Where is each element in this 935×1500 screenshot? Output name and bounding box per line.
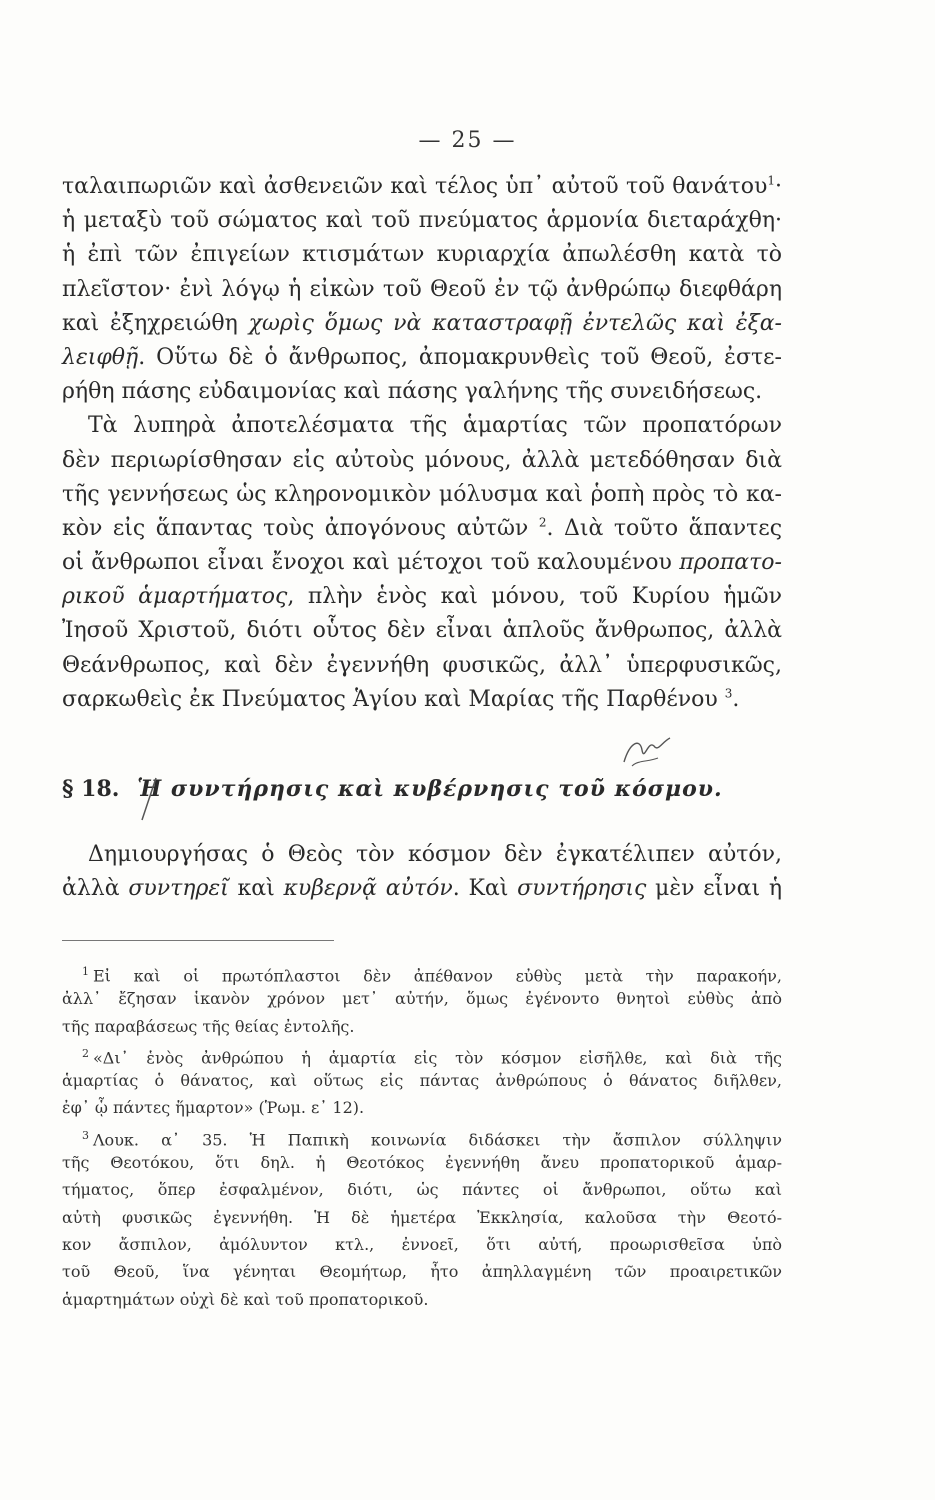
footnote-line: τῆς παραβάσεως τῆς θείας ἐντολῆς. <box>62 1016 355 1036</box>
footnote-mark: 2 <box>82 1046 89 1060</box>
footnotes <box>62 958 782 1313</box>
text-line: καὶ ἐξηχρειώθη χωρὶς ὅμως νὰ καταστραφῇ ἐντελῶς καὶ ἐξα- <box>62 310 782 336</box>
footnote-ref: 3 <box>724 686 733 701</box>
footnote-line: κον ἄσπιλον, ἀμόλυντον κτλ., ἐννοεῖ, ὅτι αὐτή, προωρισθεῖσα ὑπὸ <box>62 1234 782 1254</box>
footnote-line: τοῦ Θεοῦ, ἵνα γένηται Θεομήτωρ, ἦτο ἀπηλλαγμένη τῶν προαιρετικῶν <box>62 1262 782 1282</box>
pencil-mark-icon <box>618 732 678 772</box>
footnote-line: ἁμαρτημάτων οὐχὶ δὲ καὶ τοῦ προπατορικοῦ. <box>62 1289 429 1309</box>
section-title: Ἡ συντήρησις καὶ κυβέρνησις τοῦ κόσμου. <box>137 776 723 802</box>
footnote-line: ἀλλ᾽ ἔζησαν ἱκανὸν χρόνον μετ᾽ αὐτήν, ὅμως ἐγένοντο θνητοὶ εὐθὺς ἀπὸ <box>62 989 782 1009</box>
text-line: σαρκωθεὶς ἐκ Πνεύματος Ἁγίου καὶ Μαρίας τῆς Παρθένου $^3$. <box>62 686 740 712</box>
text-line: πλεῖστον· ἐνὶ λόγῳ ἡ εἰκὼν τοῦ Θεοῦ ἐν τῷ ἀνθρώπῳ διεφθάρη <box>62 276 782 302</box>
text-line: Ἰησοῦ Χριστοῦ, διότι οὗτος δὲν εἶναι ἁπλοῦς ἄνθρωπος, ἀλλὰ <box>62 618 782 644</box>
text-line: ἡ ἐπὶ τῶν ἐπιγείων κτισμάτων κυριαρχία ἀπωλέσθη κατὰ τὸ <box>62 242 782 268</box>
footnote-ref: 1 <box>767 173 775 188</box>
text-line: κὸν εἰς ἅπαντας τοὺς ἀπογόνους αὐτῶν $^2$. Διὰ τοῦτο ἅπαντες <box>62 515 783 541</box>
footnote-mark: 1 <box>82 965 89 978</box>
main-text <box>62 170 782 717</box>
section-text <box>62 838 782 906</box>
text-line: ἡ μεταξὺ τοῦ σώματος καὶ τοῦ πνεύματος ἁρμονία διεταράχθη· <box>62 208 782 234</box>
text-line: ἀλλὰ συντηρεῖ καὶ κυβερνᾷ αὐτόν. Καὶ συντήρησις μὲν εἶναι ἡ <box>62 876 782 902</box>
footnote-line: τήματος, ὅπερ ἐσφαλμένον, διότι, ὡς πάντες οἱ ἄνθρωποι, οὕτω καὶ <box>62 1180 782 1200</box>
text-line: Τὰ λυπηρὰ ἀποτελέσματα τῆς ἁμαρτίας τῶν προπατόρων <box>88 413 782 439</box>
section-number: § 18. <box>62 776 120 802</box>
text-line: Θεάνθρωπος, καὶ δὲν ἐγεννήθη φυσικῶς, ἀλλ᾽ ὑπερφυσικῶς, <box>62 652 782 678</box>
footnote-line: τῆς Θεοτόκου, ὅτι δηλ. ἡ Θεοτόκος ἐγεννήθη ἄνευ προπατορικοῦ ἁμαρ- <box>62 1153 782 1173</box>
footnote-line: $^3$ Λουκ. α᾽ 35. Ἡ Παπικὴ κοινωνία διδάσκει τὴν ἄσπιλον σύλληψιν <box>82 1128 782 1150</box>
text-line: ρήθη πάσης εὐδαιμονίας καὶ πάσης γαλήνης τῆς συνειδήσεως. <box>62 379 763 405</box>
text-line: Δημιουργήσας ὁ Θεὸς τὸν κόσμον δὲν ἐγκατέλιπεν αὐτόν, <box>88 842 782 867</box>
footnote-line: $^1$ Εἰ καὶ οἱ πρωτόπλαστοι δὲν ἀπέθανον εὐθὺς μετὰ τὴν παρακοήν, <box>82 965 782 986</box>
text-line: τῆς γεννήσεως ὡς κληρονομικὸν μόλυσμα καὶ ῥοπὴ πρὸς τὸ κα- <box>62 481 782 507</box>
text-line: οἱ ἄνθρωποι εἶναι ἔνοχοι καὶ μέτοχοι τοῦ καλουμένου προπατο- <box>62 550 782 576</box>
footnote-line: ἐφ᾽ ᾧ πάντες ἥμαρτον» (Ῥωμ. ε᾽ 12). <box>62 1098 365 1118</box>
text-line: δὲν περιωρίσθησαν εἰς αὐτοὺς μόνους, ἀλλὰ μετεδόθησαν διὰ <box>62 447 782 473</box>
page-number: — 25 — <box>418 128 517 153</box>
footnote-line: $^2$ «Δι᾽ ἑνὸς ἀνθρώπου ἡ ἁμαρτία εἰς τὸν κόσμον εἰσῆλθε, καὶ διὰ τῆς <box>82 1046 782 1068</box>
pencil-slash-icon <box>134 776 164 822</box>
footnote-mark: 3 <box>82 1128 89 1142</box>
footnote-line: ἁμαρτίας ὁ θάνατος, καὶ οὕτως εἰς πάντας ἀνθρώπους ὁ θάνατος διῆλθεν, <box>62 1071 782 1091</box>
text-line: λειφθῇ. Οὕτω δὲ ὁ ἄνθρωπος, ἀπομακρυνθεὶς τοῦ Θεοῦ, ἐστε- <box>62 344 782 370</box>
footnote-divider <box>62 940 334 941</box>
text-line: ρικοῦ ἁμαρτήματος, πλὴν ἑνὸς καὶ μόνου, τοῦ Κυρίου ἡμῶν <box>62 584 782 610</box>
footnote-line: αὐτὴ φυσικῶς ἐγεννήθη. Ἡ δὲ ἡμετέρα Ἐκκλησία, καλοῦσα τὴν Θεοτό- <box>62 1207 782 1227</box>
text-line: ταλαιπωριῶν καὶ ἀσθενειῶν καὶ τέλος ὑπ᾽ αὐτοῦ τοῦ θανάτου$^1$· <box>62 173 782 199</box>
footnote-ref: 2 <box>538 515 547 530</box>
section-heading <box>62 772 782 806</box>
